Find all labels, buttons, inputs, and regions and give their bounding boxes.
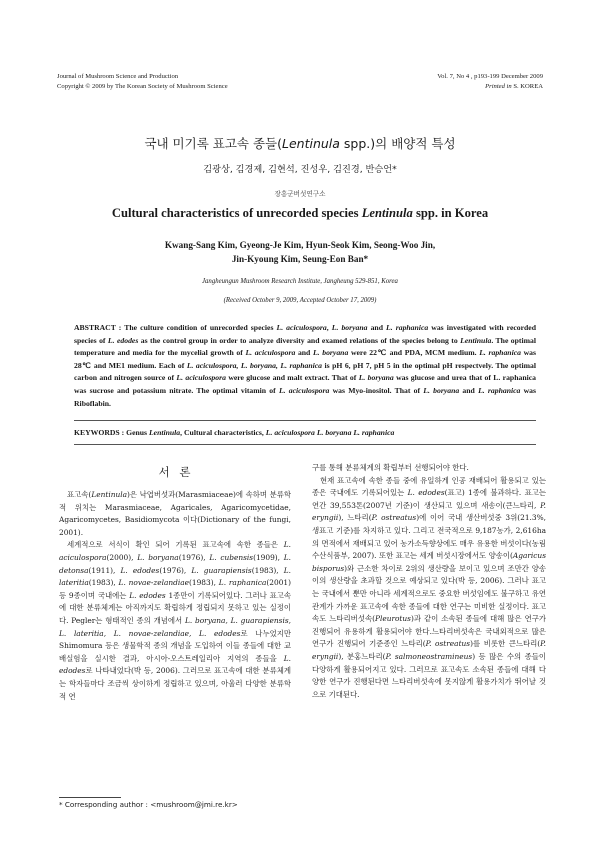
italic-term: L. boryana <box>137 552 179 562</box>
text-run: were 22℃ and PDA, MCM medium. <box>348 348 480 358</box>
italic-term: P. ostreatus <box>425 639 471 649</box>
italic-term: P. salmoneostramineus <box>385 651 473 661</box>
italic-term: Lentinula <box>460 335 492 345</box>
text-run: 로 나타내었다(박 등, 2006). 그러므로 표고속에 대한 분류체계는 학자들마다 조금씩 상이하게 정립하고 있으며, 아울러 다양한 분류학적 연 <box>59 666 291 701</box>
italic-term: L. aciculospora <box>245 348 296 358</box>
text-run: were glucose and malt extract. That of <box>225 373 359 383</box>
text-run: was Riboflabin. <box>74 385 536 408</box>
italic-term: L. edodes <box>120 565 160 575</box>
text-run: (1909), <box>253 552 284 562</box>
text-run: 표고속( <box>67 490 92 499</box>
text-run: 1종만이 기록되어있다. 그러나 표고속에 대한 분류체계는 아직까지도 확립하게 정립되지 못하고 있는 실정이다. Pegler는 형태적인 종의 개념에서 <box>59 590 291 625</box>
text-run: )와 근소한 차이로 2위의 생산량을 보이고 있으며 조만간 양송이의 생산량을 초과할 것으로 예상되고 있다(박 등, 2006). 그러나 표고는 국내에서 뿐만 아니라 세계적으로도 중요한 버섯임에도 불구하고 유연관계가 가까운 표고속에 속한 종들에 대한 연구는 미비한 실정이다. 표고속도 느타리버섯속( <box>312 563 546 624</box>
english-affiliation: Jangheungun Mushroom Research Institute, Jangheung 529-851, Korea <box>202 278 398 285</box>
text-run: (1911), <box>88 565 121 575</box>
italic-term: L. aciculospora <box>276 323 327 332</box>
text-run: was glucose and urea that of L. raphanica was sucrose and potassium nitrate. The optimal vitamin of <box>74 373 536 395</box>
text-run: (2001) 등 9종이며 국내에는 <box>59 578 291 600</box>
korean-title-genus: Lentinula <box>282 136 340 151</box>
italic-term: L. boryana <box>358 373 394 383</box>
volume-pages: Vol. 7, No 4 , p193-199 December 2009 <box>437 73 543 80</box>
italic-term: L. aciculospora <box>278 385 330 395</box>
text-run: The culture condition of unrecorded species <box>124 323 277 332</box>
korean-title-pre: 국내 미기록 표고속 종들( <box>144 136 282 151</box>
italic-term: L. raphanica <box>386 323 429 332</box>
received-dates: (Received October 9, 2009, Accepted October 17, 2009) <box>223 297 377 304</box>
italic-term: L. guarapiensis <box>191 565 252 575</box>
italic-term: L. novae-zelandiae <box>118 578 189 588</box>
abstract-body <box>74 323 536 408</box>
journal-name: Journal of Mushroom Science and Production <box>57 73 179 80</box>
text-run: )를 비롯한 큰느타리( <box>470 639 541 649</box>
text-run: (1976), <box>159 565 192 575</box>
italic-term: L. aciculospora, L. boryana, L. raphanica <box>186 360 322 370</box>
italic-term: P. eryngii <box>312 639 546 661</box>
italic-term: L. cubensis <box>209 552 254 562</box>
abstract-label: ABSTRACT : <box>74 323 125 332</box>
text-run: 로 나누었지만 Shimomura 등은 생물학적 종의 개념을 도입하여 이들 종들에 대한 교배실험을 실시한 결과, 아시아-오스트레일리아 지역의 종들을 <box>59 628 291 663</box>
english-authors <box>0 238 600 266</box>
copyright-line: Copyright © 2009 by The Korean Society of Mushroom Science <box>57 82 228 90</box>
left-column <box>59 489 291 703</box>
italic-term: Pleurotus <box>374 614 411 624</box>
korean-title <box>0 134 600 152</box>
italic-term: L. lateritia <box>59 565 292 588</box>
text-run: as the control group in order to analyze diversity and examed relations of the species belong to <box>138 335 461 345</box>
corresponding-author-footnote: * Corresponding author : <mushroom@jmi.re.kr> <box>59 800 238 809</box>
italic-term: L. boryana, L. guarapiensis, L. lateritia, L. novae-zelandiae, L. edodes <box>59 615 291 638</box>
italic-term: L. edodes <box>129 590 166 600</box>
text-run: 현재 표고속에 속한 종들 중에 유일하게 인공 재배되어 활용되고 있는 종은 국내에도 기록되어있는 <box>312 475 546 498</box>
italic-term: L. detonsa <box>59 552 292 575</box>
printed-in <box>437 82 543 92</box>
text-run: (2000), <box>106 552 138 562</box>
italic-term: L. raphanica <box>478 385 521 395</box>
italic-term: L. raphanica <box>479 348 521 358</box>
text-run: . The optimal temperature and media for the mycelial growth of <box>74 335 536 358</box>
italic-term: L. boryana <box>331 323 368 332</box>
text-run: was investigated with recorded species of <box>74 323 536 345</box>
text-run: 세계적으로 서식이 확인 되어 기록된 표고속에 속한 종들은 <box>67 540 284 550</box>
english-title-pre: Cultural characteristics of unrecorded species <box>111 206 362 220</box>
text-run: (1983), <box>251 565 284 575</box>
keywords-body <box>126 428 394 437</box>
italic-term: L. edodes <box>107 335 139 345</box>
text-run: is pH 6, pH 7, pH 5 in the optimal pH respectvely. The optimal carbon and nitrogen source of <box>74 360 536 383</box>
italic-term: P. ostreatus <box>371 513 417 523</box>
text-run: (표고) 1종에 불과하다. 표고는 연간 39,553톤(2007년 기준)이 생산되고 있으며 새송이(큰느타리, <box>312 488 546 510</box>
italic-term: L. boryana <box>423 385 460 395</box>
text-run: was 28℃ and ME1 medium. Each of <box>74 348 536 370</box>
english-title <box>0 206 600 221</box>
italic-term: L. aciculospora L. boryana L. raphanica <box>265 428 395 437</box>
right-column <box>312 462 546 701</box>
english-authors-line: Kwang-Sang Kim, Gyeong-Je Kim, Hyun-Seok Kim, Seong-Woo Jin, <box>164 240 436 250</box>
printed-country: S. KOREA <box>513 82 543 90</box>
italic-term: L. aciculospora <box>59 540 291 562</box>
text-run: (1976), <box>178 552 210 562</box>
text-run: ), 분홍느타리( <box>338 651 386 661</box>
printed-label: Printed in <box>485 82 512 90</box>
journal-header-left <box>57 72 228 91</box>
text-run: ) 등 많은 수의 종들이 다양하게 활용되어지고 있다. 그러므로 표고속도 소속된 종들에 대해 다양한 연구가 진행된다면 느타리버섯속에 못지않게 활용가치가 뛰어날 것으로 기대된다. <box>312 651 546 699</box>
abstract <box>74 322 536 410</box>
italic-term: L. aciculospora <box>176 373 226 383</box>
text-run: 구를 통해 분류체계의 확립부터 선행되어야 한다. <box>312 463 469 472</box>
body-paragraph <box>312 462 546 475</box>
text-run: , <box>326 323 332 332</box>
italic-term: L. boryana <box>312 348 349 358</box>
korean-authors: 김광상, 김경제, 김현석, 진성우, 김진경, 반승언* <box>203 164 397 175</box>
footnote-rule <box>59 797 121 798</box>
text-run: )과 같이 소속된 종들에 대해 많은 연구가 진행되어 유용하게 활용되어야 한다.느타리버섯속은 국내외적으로 많은 연구가 진행되어 기준종인 느타리( <box>312 614 546 649</box>
text-run: )은 낙엽버섯과(Marasmiaceae)에 속하며 분류학적 위치는 Marasmiaceae, Agaricales, Agaricomycetidae, Agaricomycetes, Basidiomycota 이다(Dictionary of the fungi, 2001). <box>59 490 291 537</box>
keywords-top-rule <box>74 420 536 421</box>
italic-term: L. edodes <box>407 488 445 498</box>
italic-term: L. edodes <box>59 653 291 676</box>
body-paragraph <box>312 475 546 702</box>
text-run: ), 느타리( <box>338 513 372 523</box>
body-paragraph <box>59 539 291 703</box>
text-run: (1983), <box>88 578 119 588</box>
italic-term: P. eryngii <box>312 500 546 523</box>
italic-term: Lentinula <box>91 490 127 499</box>
text-run: , Cultural characteristics, <box>180 428 266 437</box>
text-run: )에 이어 국내 생산버섯중 3위(21.3%, 생표고 기준)를 차지하고 있다. 그리고 전국적으로 9,187농가, 2,616ha의 면적에서 재배되고 있어 농가소득향상에도 매우 유용한 버섯이다(농림수산식품부, 2007). 또한 표고는 세계 버섯시장에서도 양송이( <box>312 513 546 561</box>
english-title-genus: Lentinula <box>361 206 413 220</box>
text-run: and <box>459 385 479 395</box>
section-title-introduction: 서 론 <box>158 465 194 479</box>
italic-term: L. raphanica <box>218 578 267 588</box>
text-run: Genus <box>126 428 149 437</box>
italic-term: Lentinula <box>148 428 181 437</box>
journal-header-right <box>437 72 543 91</box>
korean-affiliation: 장흥군버섯연구소 <box>274 190 326 198</box>
keywords <box>74 428 536 437</box>
text-run: and <box>367 323 387 332</box>
text-run: (1983), <box>189 578 219 588</box>
italic-term: Agaricus bisporus <box>312 551 546 573</box>
english-title-post: spp. in Korea <box>412 206 489 220</box>
keywords-bottom-rule <box>74 444 536 445</box>
keywords-label: KEYWORDS : <box>74 428 127 437</box>
body-paragraph <box>59 489 291 539</box>
korean-title-post: spp.)의 배양적 특성 <box>339 136 456 151</box>
text-run: was Myo-inositol. That of <box>329 385 424 395</box>
text-run: and <box>295 348 313 358</box>
english-authors-line: Jin-Kyoung Kim, Seung-Eon Ban* <box>231 254 369 264</box>
